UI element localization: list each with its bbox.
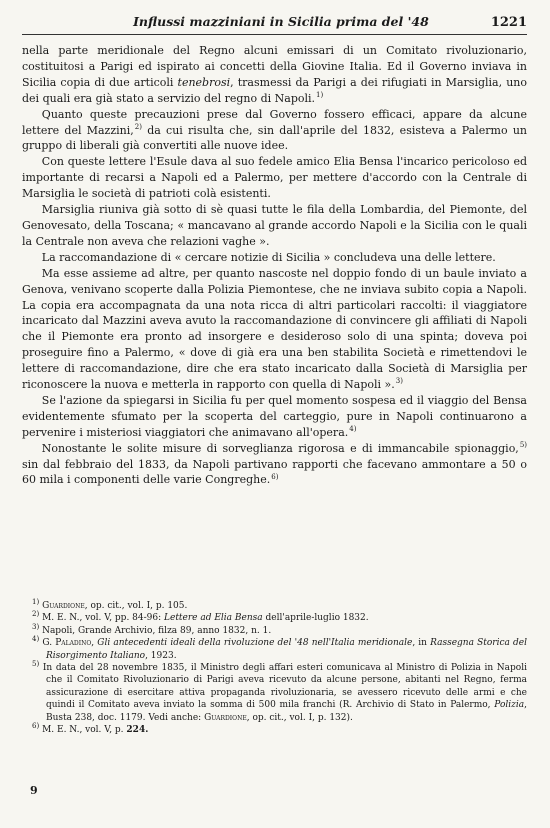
footnote-5: $^{5)}$ In data del 28 novembre 1835, il Ministro degli affari esteri comunicava al Ministro di Polizia in Napoli che il Comitato Rivoluzionario di Parigi aveva ricevuto da alcune persone, abitanti nel Regno, ferma assicurazione di esercitare attiva propaganda rivoluzionaria, se avessero ricevuto delle armi e che quindi il Comitato aveva inviato la somma di 500 mila franchi (R. Archivio di Stato in Palermo, Polizia, Busta 238, doc. 1179. Vedi anche: Guardione, op. cit., vol. I, p. 132). [32,660,527,723]
paragraph-7: Se l'azione da spiegarsi in Sicilia fu per quel momento sospesa ed il viaggio del Bensa evidentemente sfumato per la scoperta del carteggio, pure in Napoli continuarono a pervenire i misteriosi viaggiatori che animavano all'opera.$^{4)}$ [22,393,527,439]
footnote-ref-3[interactable]: 3) [395,377,403,386]
running-title: Influssi mazziniani in Sicilia prima del '48 [133,14,429,29]
footnote-3: $^{3)}$ Napoli, Grande Archivio, filza 89, anno 1832, n. 1. [32,622,272,636]
footnote-2: $^{2)}$ M. E. N., vol. V, pp. 84-96: Lettere ad Elia Bensa dell'aprile-luglio 1832. [32,610,369,624]
paragraph-8: Nonostante le solite misure di sorveglianza rigorosa e di immancabile spionaggio,$^{5)}$ sin dal febbraio del 1833, da Napoli partivano rapporti che facevano ammontare a 50 o 60 mila i componenti delle varie Congreghe.$^{6)}$ [22,441,527,487]
page [22,14,527,488]
printer-signature-mark: 9 [30,784,38,797]
footnote-ref-4[interactable]: 4) [349,425,357,434]
paragraph-3: Con queste lettere l'Esule dava al suo fedele amico Elia Bensa l'incarico pericoloso ed importante di recarsi a Napoli ed a Palermo, per mettere d'accordo con la Centrale di Marsiglia le società di patrioti colà esistenti. [22,155,527,201]
page-number: 1221 [490,15,527,30]
paragraph-1: nella parte meridionale del Regno alcuni emissari di un Comitato rivoluzionario, costituitosi a Parigi ed ispirato ai concetti della Giovine Italia. Ed il Governo inviava in Sicilia copia di due articoli tenebrosi, trasmessi da Parigi a dei rifugiati in Marsiglia, uno dei quali era già stato a servizio del regno di Napoli.$^{1)}$ [22,44,528,105]
paragraph-5: La raccomandazione di « cercare notizie di Sicilia » concludeva una delle lettere. [41,250,496,264]
paragraph-6: Ma esse assieme ad altre, per quanto nascoste nel doppio fondo di un baule inviato a Genova, venivano scoperte dalla Polizia Piemontese, che ne inviava subito copia a Napoli. La copia era accompagnata da una nota ricca di altri particolari raccolti: il viaggiatore incaricato dal Mazzini aveva avuto la raccomandazione di convincere gli affiliati di Napoli che il Piemonte era pronto ad insorgere e desideroso solo di una spinta; doveva poi proseguire fino a Palermo, « dove di già era una ben stabilita Società e rimettendovi le lettere di raccomandazione, dire che era stato incaricato dalla Società di Marsiglia per riconoscere la nuova e metterla in rapporto con quella di Napoli ».$^{3)}$ [22,266,527,392]
paragraph-2: Quanto queste precauzioni prese dal Governo fossero efficaci, appare da alcune lettere del Mazzini,$^{2)}$ da cui risulta che, sin dall'aprile del 1832, esisteva a Palermo un gruppo di liberali già convertiti alle nuove idee. [22,107,527,153]
footnote-ref-1[interactable]: 1) [316,91,324,100]
footnote-4: $^{4)}$ G. Paladino, Gli antecedenti ideali della rivoluzione del '48 nell'Italia meridionale, in Rassegna Storica del Risorgimento Italiano, 1923. [32,635,527,661]
footnote-6: $^{6)}$ M. E. N., vol. V, p. 224. [32,722,149,736]
footnote-ref-5[interactable]: 5) [519,441,527,449]
footnote-ref-6[interactable]: 6) [271,472,279,481]
running-header [22,14,527,35]
footnote-1: $^{1)}$ Guardione, op. cit., vol. I, p. 105. [32,598,188,611]
body-text [22,43,527,488]
paragraph-4: Marsiglia riuniva già sotto di sè quasi tutte le fila della Lombardia, del Piemonte, del Genovesato, della Toscana; « mancavano al grande accordo Napoli e la Sicilia con le quali la Centrale non aveva che relazioni vaghe ». [22,203,527,248]
footnote-ref-2[interactable]: 2) [134,122,142,131]
footnotes [22,600,527,736]
